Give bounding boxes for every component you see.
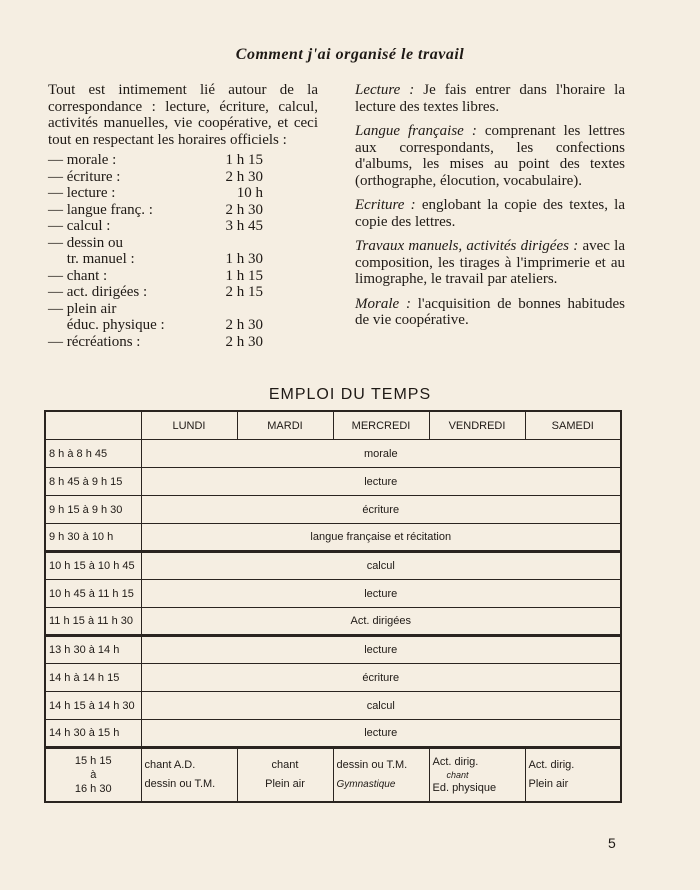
hours-item: — morale : 1 h 15 bbox=[48, 152, 263, 168]
time-cell: 14 h à 14 h 15 bbox=[45, 664, 141, 692]
hours-item: — plein air bbox=[48, 300, 117, 317]
activity-cell: calcul bbox=[141, 552, 621, 580]
time-cell: 11 h 15 à 11 h 30 bbox=[45, 608, 141, 636]
activity-cell: lecture bbox=[141, 636, 621, 664]
day-header: SAMEDI bbox=[525, 411, 621, 440]
day-header: MARDI bbox=[237, 411, 333, 440]
activity-cell: écriture bbox=[141, 664, 621, 692]
time-cell: 9 h 15 à 9 h 30 bbox=[45, 496, 141, 524]
table-row bbox=[45, 440, 621, 468]
table-row bbox=[45, 636, 621, 664]
table-row bbox=[45, 552, 621, 580]
samedi-cell: Act. dirig. Plein air bbox=[525, 748, 621, 803]
table-row bbox=[45, 580, 621, 608]
time-cell: 14 h 15 à 14 h 30 bbox=[45, 692, 141, 720]
afternoon-row bbox=[45, 748, 621, 803]
page-number: 5 bbox=[608, 835, 616, 851]
activity-cell: écriture bbox=[141, 496, 621, 524]
hours-item: — dessin ou bbox=[48, 234, 123, 251]
activity-cell: morale bbox=[141, 440, 621, 468]
time-cell: 9 h 30 à 10 h bbox=[45, 524, 141, 552]
lundi-cell: chant A.D. dessin ou T.M. bbox=[141, 748, 237, 803]
subject-paragraph: Ecriture : englobant la copie des textes, la copie des lettres. bbox=[355, 197, 625, 230]
time-cell: 10 h 15 à 10 h 45 bbox=[45, 552, 141, 580]
mardi-cell: chant Plein air bbox=[237, 748, 333, 803]
right-column bbox=[355, 82, 625, 337]
subject-paragraph: Lecture : Je fais entrer dans l'horaire la lecture des textes libres. bbox=[355, 82, 625, 115]
time-cell: 10 h 45 à 11 h 15 bbox=[45, 580, 141, 608]
header-row bbox=[45, 411, 621, 440]
hours-item: — récréations : 2 h 30 bbox=[48, 333, 263, 350]
table-row bbox=[45, 664, 621, 692]
table-row bbox=[45, 720, 621, 748]
mercredi-cell: dessin ou T.M. Gymnastique bbox=[333, 748, 429, 803]
hours-item: — écriture : 2 h 30 bbox=[48, 168, 263, 185]
day-header: VENDREDI bbox=[429, 411, 525, 440]
activity-cell: lecture bbox=[141, 720, 621, 748]
table-row bbox=[45, 524, 621, 552]
time-cell: 8 h 45 à 9 h 15 bbox=[45, 468, 141, 496]
hours-item: — calcul : 3 h 45 bbox=[48, 218, 263, 234]
day-header: MERCREDI bbox=[333, 411, 429, 440]
table-row bbox=[45, 692, 621, 720]
time-cell: 8 h à 8 h 45 bbox=[45, 440, 141, 468]
time-cell: 13 h 30 à 14 h bbox=[45, 636, 141, 664]
activity-cell: Act. dirigées bbox=[141, 608, 621, 636]
subject-paragraph: Langue française : comprenant les lettres aux correspondants, les confections d'albums, les mises au point des textes (orthographe, élocution, vocabulaire). bbox=[355, 123, 625, 189]
subject-paragraph: Morale : l'acquisition de bonnes habitudes de vie coopérative. bbox=[355, 295, 625, 328]
day-header: LUNDI bbox=[141, 411, 237, 440]
subject-paragraph: Travaux manuels, activités dirigées : avec la composition, les tirages à l'imprimerie et au limographe, le travail par ateliers. bbox=[355, 238, 625, 287]
left-column bbox=[48, 82, 318, 350]
hours-item: tr. manuel : 1 h 30 bbox=[48, 251, 263, 267]
hours-item: — act. dirigées : 2 h 15 bbox=[48, 284, 263, 300]
hours-item: — lecture : 10 h bbox=[48, 185, 263, 201]
table-row bbox=[45, 608, 621, 636]
timetable-title: EMPLOI DU TEMPS bbox=[268, 386, 432, 403]
intro-paragraph: Tout est intimement lié autour de la correspondance : lecture, écriture, calcul, activités manuelles, vie coopérative, et ceci tout en respectant les horaires officiels : bbox=[48, 82, 318, 148]
activity-cell: langue française et récitation bbox=[141, 524, 621, 552]
activity-cell: lecture bbox=[141, 580, 621, 608]
activity-cell: lecture bbox=[141, 468, 621, 496]
time-cell: 14 h 30 à 15 h bbox=[45, 720, 141, 748]
page-title: Comment j'ai organisé le travail bbox=[235, 46, 465, 63]
timetable bbox=[44, 410, 622, 803]
table-row bbox=[45, 468, 621, 496]
vendredi-cell: Act. dirig. chant Ed. physique bbox=[429, 748, 525, 803]
table-row bbox=[45, 496, 621, 524]
activity-cell: calcul bbox=[141, 692, 621, 720]
hours-list bbox=[48, 152, 318, 350]
corner-cell bbox=[45, 411, 141, 440]
hours-item: — langue franç. : 2 h 30 bbox=[48, 201, 263, 218]
hours-item: — chant : 1 h 15 bbox=[48, 267, 263, 284]
time-cell: 15 h 15 à 16 h 30 bbox=[45, 748, 141, 803]
hours-item: éduc. physique : 2 h 30 bbox=[48, 317, 263, 333]
